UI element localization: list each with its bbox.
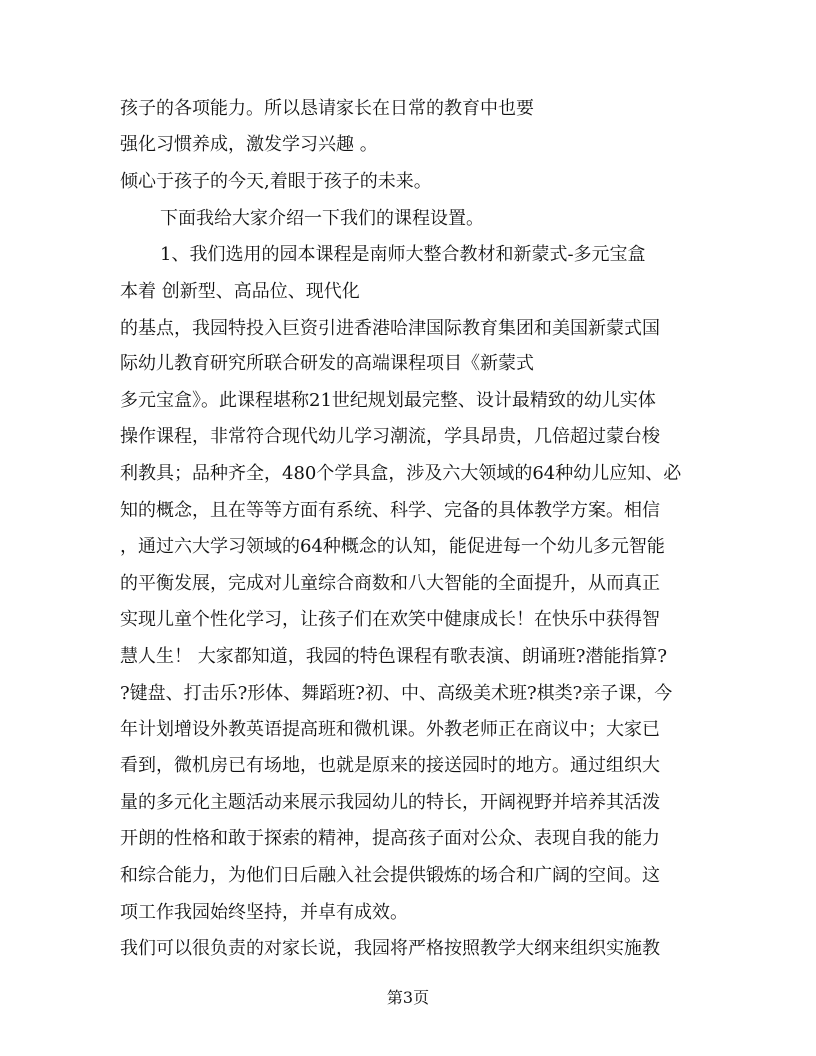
text-line: 多元宝盒》。此课程堪称21世纪规划最完整、设计最精致的幼儿实体 bbox=[120, 390, 656, 411]
text-line: 和综合能力，为他们日后融入社会提供锻炼的场合和广阔的空间。这 bbox=[120, 865, 660, 886]
text-line: 倾心于孩子的今天,着眼于孩子的未来。 bbox=[120, 171, 432, 192]
text-line: 知的概念，且在等等方面有系统、科学、完备的具体教学方案。相信 bbox=[120, 500, 660, 521]
text-line: 孩子的各项能力。所以恳请家长在日常的教育中也要 bbox=[120, 98, 534, 119]
text-line: 的平衡发展，完成对儿童综合商数和八大智能的全面提升，从而真正 bbox=[120, 573, 660, 594]
text-line: 我们可以很负责的对家长说，我园将严格按照教学大纲来组织实施教 bbox=[120, 938, 660, 959]
text-line: ?键盘、打击乐?形体、舞蹈班?初、中、高级美术班?棋类?亲子课，今 bbox=[120, 683, 673, 704]
text-line: 操作课程，非常符合现代幼儿学习潮流，学具昂贵，几倍超过蒙台梭 bbox=[120, 426, 660, 447]
text-line: 慧人生！ 大家都知道，我园的特色课程有歌表演、朗诵班?潜能指算? bbox=[120, 646, 668, 667]
text-line: 下面我给大家介绍一下我们的课程设置。 bbox=[160, 208, 484, 229]
text-line: 看到，微机房已有场地，也就是原来的接送园时的地方。通过组织大 bbox=[120, 755, 660, 776]
text-line: 强化习惯养成，激发学习兴趣 。 bbox=[120, 134, 378, 155]
text-line: 际幼儿教育研究所联合研发的高端课程项目《新蒙式 bbox=[120, 353, 534, 374]
text-line: ，通过六大学习领域的64种概念的认知，能促进每一个幼儿多元智能 bbox=[120, 536, 665, 557]
text-line: 项工作我园始终坚持，并卓有成效。 bbox=[120, 902, 408, 923]
text-line: 实现儿童个性化学习，让孩子们在欢笑中健康成长！在快乐中获得智 bbox=[120, 609, 660, 630]
page-number: 第3页 bbox=[386, 988, 430, 1007]
text-line: 开朗的性格和敢于探索的精神，提高孩子面对公众、表现自我的能力 bbox=[120, 828, 660, 849]
text-line: 的基点，我园特投入巨资引进香港哈津国际教育集团和美国新蒙式国 bbox=[120, 318, 660, 339]
text-line: 1、我们选用的园本课程是南师大整合教材和新蒙式-多元宝盒 bbox=[160, 244, 646, 265]
text-line: 量的多元化主题活动来展示我园幼儿的特长，开阔视野并培养其活泼 bbox=[120, 792, 660, 813]
text-line: 年计划增设外教英语提高班和微机课。外教老师正在商议中；大家已 bbox=[120, 719, 660, 740]
text-line: 利教具；品种齐全，480个学具盒，涉及六大领域的64种幼儿应知、必 bbox=[120, 463, 682, 484]
text-line: 本着 创新型、高品位、现代化 bbox=[120, 281, 360, 302]
